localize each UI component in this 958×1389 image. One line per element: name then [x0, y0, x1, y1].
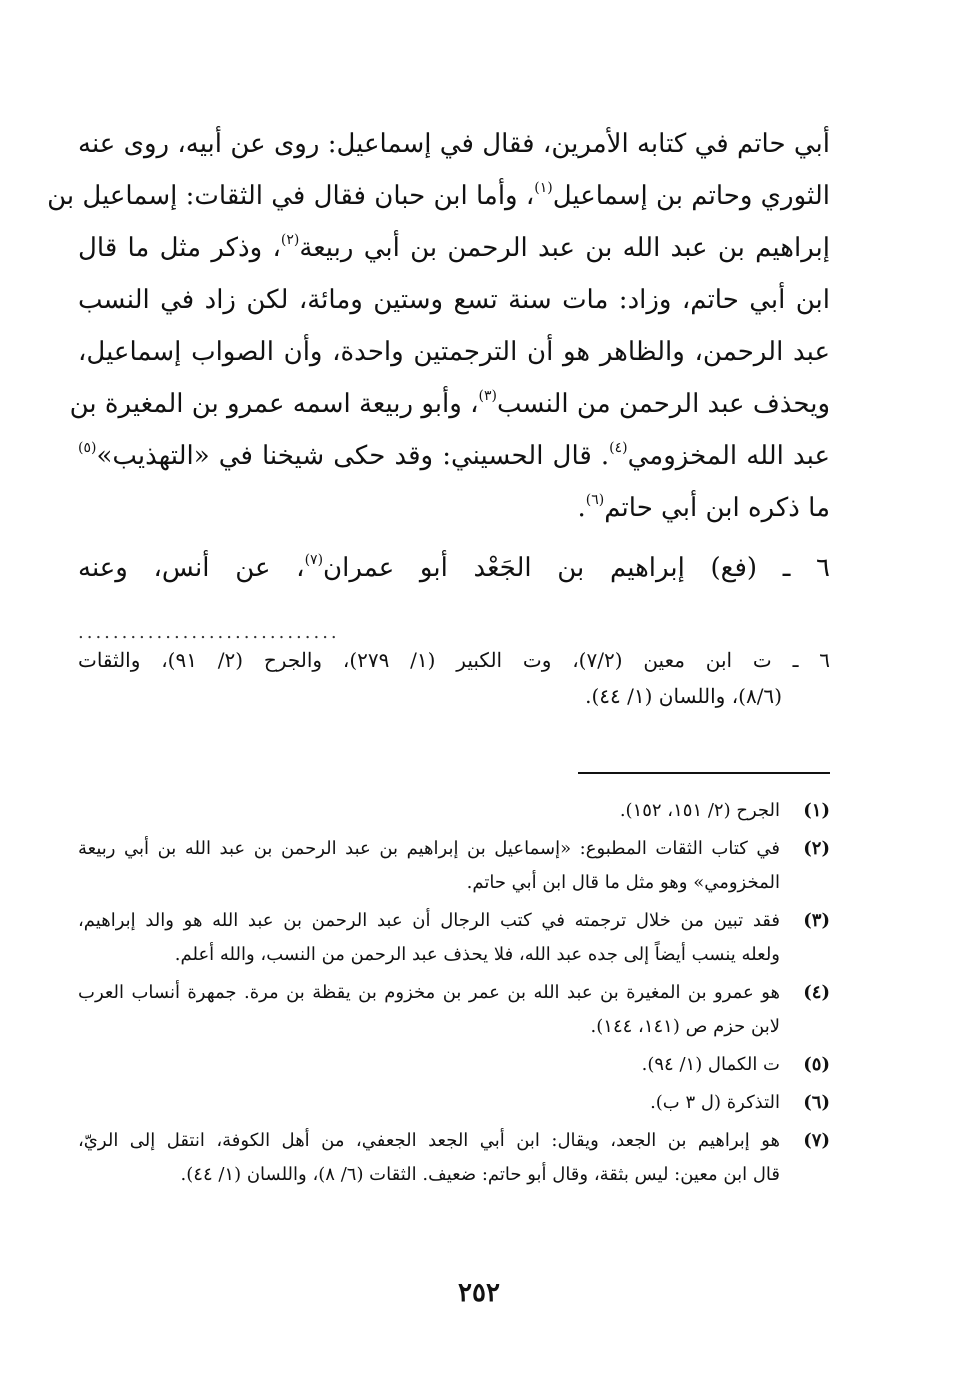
footnote-body: [78, 904, 780, 972]
footnote-body: [78, 832, 780, 900]
footnote-body: [78, 1124, 780, 1192]
footnote-body: [78, 1086, 780, 1120]
footnote-number: (١): [803, 800, 830, 821]
main-text-span: ، وذكر مثل ما قال: [78, 233, 281, 263]
main-text-span: ، وأما ابن حبان فقال في الثقات: إسماعيل بن: [47, 181, 535, 211]
footnote-number: (٤): [803, 982, 830, 1003]
main-text: [47, 118, 831, 534]
main-line-2: [47, 170, 830, 222]
entry-heading: [78, 542, 830, 594]
footnote-ref[interactable]: (٤): [609, 440, 628, 456]
footnote-number: (٥): [803, 1054, 830, 1075]
footnote-body: [78, 1048, 780, 1082]
main-line-6: [69, 378, 830, 430]
footnotes-list: [78, 794, 830, 1192]
footnote-number: (٦): [803, 1092, 830, 1113]
footnote-ref[interactable]: (٥): [78, 440, 97, 456]
footnote-divider: [578, 772, 830, 774]
footnote-line: فقد تبين من خلال ترجمته في كتب الرجال أن عبد الرحمن بن عبد الله هو والد إبراهيم،: [78, 910, 780, 931]
main-text-span: . قال الحسيني: وقد حكى شيخنا في «التهذيب»: [96, 441, 610, 471]
entry-text: ، عن أنس، وعنه: [78, 553, 305, 583]
footnote-item: [78, 976, 830, 1044]
footnote-item: [78, 904, 830, 972]
footnote-ref[interactable]: (١): [534, 180, 553, 196]
footnote-number: (٢): [803, 838, 830, 859]
main-text-span: الثوري وحاتم بن إسماعيل: [552, 181, 830, 211]
main-text-span: ويحذف عبد الرحمن من النسب: [496, 389, 830, 419]
footnote-body: [78, 976, 780, 1044]
main-line-5: [78, 326, 830, 378]
footnote-line: ولعله ينسب أيضاً إلى جده عبد الله، فلا يحذف عبد الرحمن من النسب، والله أعلم.: [174, 944, 780, 965]
main-line-7: [78, 430, 830, 482]
main-text-span: إبراهيم بن عبد الله بن عبد الرحمن بن أبي ربيعة: [299, 233, 830, 263]
footnote-line: ت الكمال (١/ ٩٤).: [641, 1054, 780, 1075]
footnote-line: هو عمرو بن المغيرة بن عبد الله بن عمر بن مخزوم بن يقظة بن مرة. جمهرة أنساب العرب: [78, 982, 780, 1003]
main-text-span: عبد الرحمن، والظاهر هو أن الترجمتين واحدة، وأن الصواب إسماعيل،: [78, 337, 831, 367]
footnote-line: هو إبراهيم بن الجعد، ويقال: ابن أبي الجعد الجعفي، من أهل الكوفة، انتقل إلى الريّ،: [78, 1130, 780, 1151]
main-text-span: ، وأبو ربيعة اسمه عمرو بن المغيرة بن: [69, 389, 479, 419]
footnote-number: (٧): [803, 1130, 830, 1151]
page-number: ٢٥٢: [458, 1278, 500, 1308]
footnote-ref[interactable]: (٢): [280, 232, 300, 248]
footnote-item: [78, 794, 830, 828]
footnote-item: [78, 1048, 830, 1082]
main-line-1: [78, 118, 830, 170]
main-line-3: [78, 222, 830, 274]
main-line-8: [78, 482, 830, 534]
footnote-ref[interactable]: (٦): [585, 492, 605, 508]
main-text-span: ما ذكره ابن أبي حاتم: [604, 493, 830, 523]
footnote-item: [78, 1124, 830, 1192]
footnote-line: قال ابن معين: ليس بثقة، وقال أبو حاتم: ضعيف. الثقات (٦/ ٨)، واللسان (١/ ٤٤).: [180, 1164, 780, 1185]
footnote-line: لابن حزم ص (١٤١، ١٤٤).: [590, 1016, 780, 1037]
sources-line-2: (٨/٦)، واللسان (١/ ٤٤).: [585, 684, 782, 708]
footnote-ref[interactable]: (٣): [478, 388, 497, 404]
main-text-span: ابن أبي حاتم، وزاد: مات سنة تسع وستين ومائة، لكن زاد في النسب: [78, 285, 830, 315]
main-text-span: أبي حاتم في كتابه الأمرين، فقال في إسماعيل: روى عن أبيه، روى عنه: [78, 129, 830, 159]
main-line-4: [78, 274, 830, 326]
footnote-line: في كتاب الثقات المطبوع: «إسماعيل بن إبراهيم بن عبد الرحمن بن عبد الله بن أبي ربيعة: [78, 838, 780, 859]
footnote-ref[interactable]: (٧): [304, 552, 324, 568]
main-text-span: .: [577, 493, 586, 523]
entry-sources: [78, 642, 830, 714]
sources-line-1: ٦ ـ ت ابن معين (٧/٢)، وت الكبير (١/ ٢٧٩)، والجرح (٢/ ٩١)، والثقات: [78, 648, 830, 672]
footnote-item: [78, 1086, 830, 1120]
footnote-item: [78, 832, 830, 900]
entry-text: ٦ ـ (فع) إبراهيم بن الجَعْد أبو عمران: [323, 553, 830, 583]
footnote-line: الجرح (٢/ ١٥١، ١٥٢).: [619, 800, 780, 821]
footnote-number: (٣): [803, 910, 830, 931]
dotted-separator: ..............................: [78, 624, 340, 642]
main-text-span: عبد الله المخزومي: [627, 441, 831, 471]
footnote-body: [78, 794, 780, 828]
page-body: [47, 118, 831, 1196]
footnote-line: التذكرة (ل ٣ ب).: [650, 1092, 780, 1113]
footnote-line: المخزومي» وهو مثل ما قال ابن أبي حاتم.: [466, 872, 780, 893]
